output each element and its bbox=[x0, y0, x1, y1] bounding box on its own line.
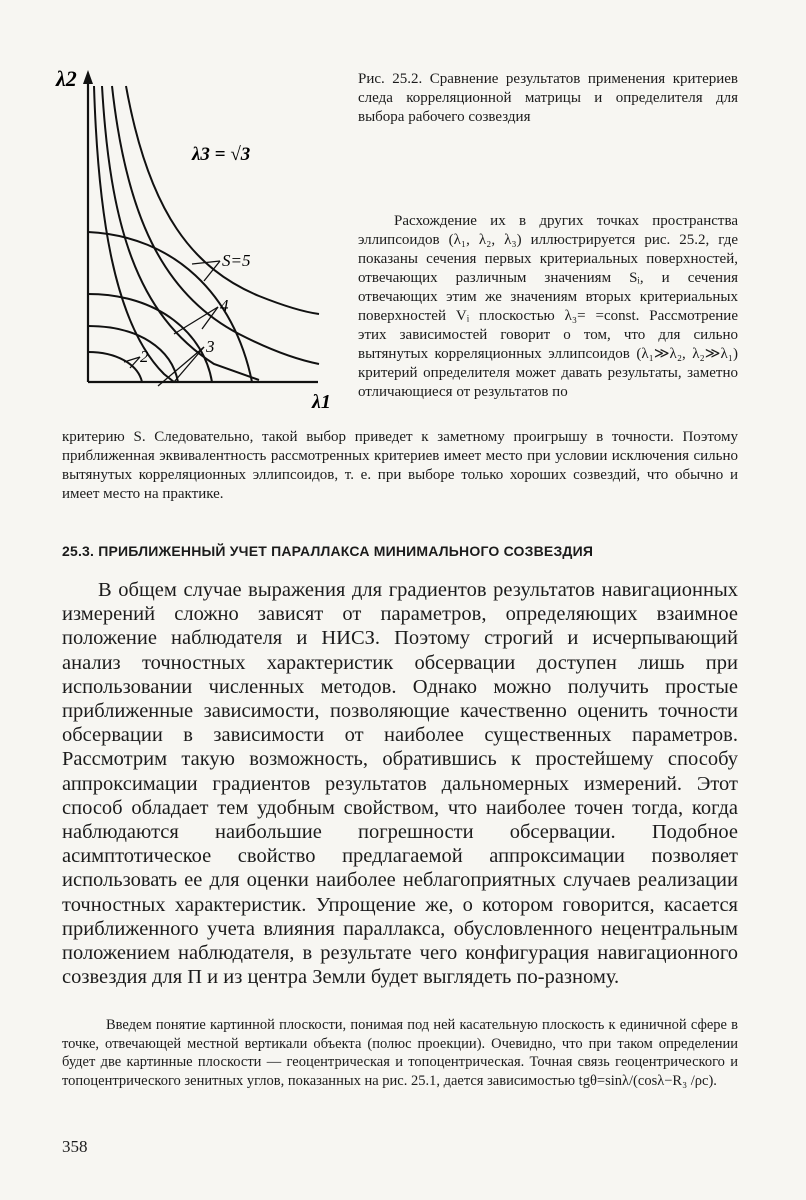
hyperbola-4 bbox=[126, 86, 319, 314]
figure-caption: Рис. 25.2. Сравнение результатов применения критериев следа корреляционной матрицы и определителя для выбора рабочего созвездия bbox=[358, 71, 738, 125]
x-axis-label: λ1 bbox=[312, 391, 331, 413]
continuation-paragraph: критерию S. Следовательно, такой выбор приведет к заметному проигрышу в точности. Поэтому приближенная эквивалентность рассмотренных критериев имеет место при условии исключения сильно вытянутых корреляционных эллипсоидов, т. е. при выборе только хороших созвездий, что обычно и имеет место на практике. bbox=[62, 429, 738, 502]
curve-label-4: 4 bbox=[220, 296, 229, 315]
leader-3-a bbox=[158, 347, 204, 386]
curve-label-3: 3 bbox=[206, 337, 215, 356]
leader-lines bbox=[124, 261, 220, 386]
page-number: 358 bbox=[62, 1137, 88, 1156]
small-paragraph: Введем понятие картинной плоскости, понимая под ней касательную плоскость к единичной сфере в точке, отвечающей местной вертикали объекта (полюс проекции). Очевидно, что при таком определении будет две картинные плоскости — геоцентрическая и топоцентрическая. Точная связь геоцентрического и топоцентрического зенитных углов, показанных на рис. 25.1, дается зависимостью tgθ=sinλ/(cosλ−R₃ /ρc). bbox=[62, 1017, 738, 1089]
ellipse-4 bbox=[88, 294, 212, 382]
section-heading: 25.3. ПРИБЛИЖЕННЫЙ УЧЕТ ПАРАЛЛАКСА МИНИМАЛЬНОГО СОЗВЕЗДИЯ bbox=[62, 543, 594, 559]
y-axis-label: λ2 bbox=[56, 66, 77, 91]
main-paragraph: В общем случае выражения для градиентов результатов навигационных измерений сложно зависят от параметров, определяющих взаимное положение наблюдателя и НИСЗ. Поэтому строгий и исчерпывающий анализ точностных характеристик обсервации доступен лишь при использовании численных методов. Однако можно получить простые приближенные зависимости, позволяющие качественно оценить точности обсервации в зависимости от наиболее существенных параметров. Рассмотрим такую возможность, обратившись к простейшему способу аппроксимации градиентов результатов дальномерных измерений. Этот способ обладает тем удобным свойством, что наиболее точен тогда, когда наблюдаются наибольшие погрешности обсервации. Подобное асимптотическое свойство предлагаемой аппроксимации позволяет использовать ее для оценки наиболее неблагоприятных случаев реализации точностных характеристик. Упрощение же, о котором говорится, касается приближенного учета влияния параллакса, обусловленного нецентральным положением наблюдателя, в результате чего конфигурация навигационного созвездия для П и из центра Земли будет выглядеть по-разному. bbox=[62, 579, 738, 989]
figure-25-2 bbox=[54, 64, 354, 436]
leader-3-b bbox=[174, 347, 204, 382]
s5-label: S=5 bbox=[222, 251, 251, 270]
ellipse-2 bbox=[88, 352, 142, 382]
lambda3-label: λ3 = √3 bbox=[192, 144, 251, 165]
wrap-paragraph: Расхождение их в других точках пространства эллипсоидов (λ₁, λ₂, λ₃) иллюстрируется рис. 25.2, где показаны сечения первых критериальных поверхностей, отвечающих различным значениям Sᵢ, и сечения отвечающих этим же значениям вторых критериальных поверхностей Vᵢ плоскостью λ₃= =const. Рассмотрение этих зависимостей говорит о том, что для сильно вытянутых корреляционных эллипсоидов (λ₁≫λ₂, λ₂≫λ₁) критерий определителя может давать результаты, заметно отличающиеся от результатов по bbox=[358, 213, 738, 400]
y-axis-arrow-icon bbox=[83, 70, 93, 84]
curve-label-2: 2 bbox=[140, 347, 149, 366]
hyperbola-3 bbox=[112, 86, 319, 364]
figure-diagram bbox=[54, 64, 354, 436]
leader-4-a bbox=[174, 307, 218, 334]
